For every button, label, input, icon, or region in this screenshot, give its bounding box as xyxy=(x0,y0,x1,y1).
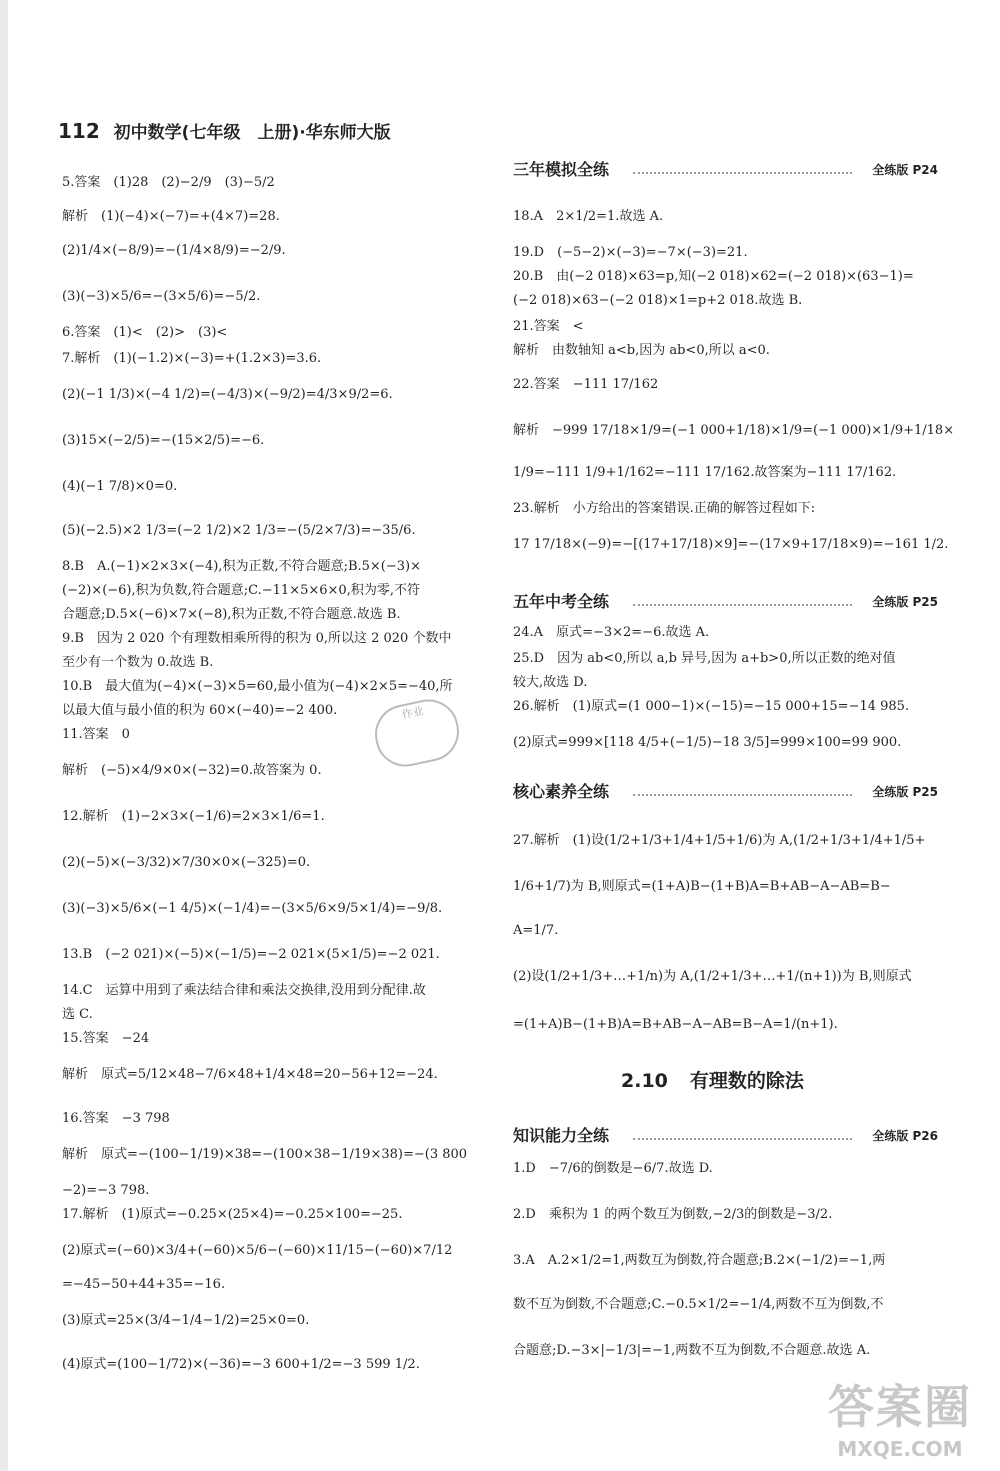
answer-line: 11.答案 0 xyxy=(62,727,130,742)
section-leader xyxy=(633,172,852,174)
answer-line: 1/6+1/7)为 B,则原式=(1+A)B−(1+B)A=B+AB−A−AB=B− xyxy=(513,879,891,894)
answer-line: 合题意;D.5×(−6)×7×(−8),积为正数,不符合题意.故选 B. xyxy=(62,607,401,622)
answer-line: 27.解析 (1)设(1/2+1/3+1/4+1/5+1/6)为 A,(1/2+1/3+1/4+1/5+ xyxy=(513,833,926,848)
answer-line: 17 17/18×(−9)=−[(17+17/18)×9]=−(17×9+17/18×9)=−161 1/2. xyxy=(513,537,949,552)
answer-line: 合题意;D.−3×|−1/3|=−1,两数不互为倒数,不合题意.故选 A. xyxy=(513,1343,871,1358)
section-heading xyxy=(513,162,938,178)
answer-line: 20.B 由(−2 018)×63=p,知(−2 018)×62=(−2 018)×(63−1)= xyxy=(513,269,914,284)
chapter-heading xyxy=(621,1072,826,1091)
answer-line: 9.B 因为 2 020 个有理数相乘所得的积为 0,所以这 2 020 个数中 xyxy=(62,631,452,646)
answer-line: 解析 (1)(−4)×(−7)=+(4×7)=28. xyxy=(62,209,280,224)
watermark-main: 答案圈 xyxy=(828,1380,972,1434)
answer-line: 14.C 运算中用到了乘法结合律和乘法交换律,没用到分配律.故 xyxy=(62,983,426,998)
answer-line: 较大,故选 D. xyxy=(513,675,588,690)
answer-line: 25.D 因为 ab<0,所以 a,b 异号,因为 a+b>0,所以正数的绝对值 xyxy=(513,651,896,666)
answer-line: (4)原式=(100−1/72)×(−36)=−3 600+1/2=−3 599 1/2. xyxy=(62,1357,420,1372)
section-leader xyxy=(633,1138,852,1140)
answer-line: 以最大值与最小值的积为 60×(−40)=−2 400. xyxy=(62,703,338,718)
page-header xyxy=(58,118,391,143)
answer-line: 15.答案 −24 xyxy=(62,1031,150,1046)
section-heading xyxy=(513,594,938,610)
answer-line: 解析 原式=5/12×48−7/6×48+1/4×48=20−56+12=−24. xyxy=(62,1067,438,1082)
section-leader xyxy=(633,604,852,606)
answer-line: 1/9=−111 1/9+1/162=−111 17/162.故答案为−111 17/162. xyxy=(513,465,897,480)
answer-line: 至少有一个数为 0.故选 B. xyxy=(62,655,214,670)
answer-line: 解析 原式=−(100−1/19)×38=−(100×38−1/19×38)=−(3 800 xyxy=(62,1147,468,1162)
section-ref: 全练版 P24 xyxy=(872,163,938,177)
answer-line: =−45−50+44+35=−16. xyxy=(62,1277,226,1292)
stamp-label: 作业 xyxy=(400,704,425,722)
answer-line: (2)(−5)×(−3/32)×7/30×0×(−325)=0. xyxy=(62,855,311,870)
answer-line: 解析 由数轴知 a<b,因为 ab<0,所以 a<0. xyxy=(513,343,770,358)
answer-line: 解析 −999 17/18×1/9=(−1 000+1/18)×1/9=(−1 000)×1/9+1/18× xyxy=(513,423,955,438)
answer-line: (2)原式=999×[118 4/5+(−1/5)−18 3/5]=999×100=99 900. xyxy=(513,735,902,750)
answer-line: 1.D −7/6的倒数是−6/7.故选 D. xyxy=(513,1161,713,1176)
answer-line: 19.D (−5−2)×(−3)=−7×(−3)=21. xyxy=(513,245,748,260)
section-ref: 全练版 P26 xyxy=(872,1129,938,1143)
answer-line: 6.答案 (1)< (2)> (3)< xyxy=(62,325,228,340)
watermark-logo xyxy=(828,1371,972,1461)
section-leader xyxy=(633,794,852,796)
answer-line: 22.答案 −111 17/162 xyxy=(513,377,659,392)
answer-line: (3)原式=25×(3/4−1/4−1/2)=25×0=0. xyxy=(62,1313,310,1328)
answer-line: (3)15×(−2/5)=−(15×2/5)=−6. xyxy=(62,433,265,448)
answer-line: 选 C. xyxy=(62,1007,93,1022)
answer-line: (2)(−1 1/3)×(−4 1/2)=(−4/3)×(−9/2)=4/3×9/2=6. xyxy=(62,387,393,402)
answer-line: (−2 018)×63−(−2 018)×1=p+2 018.故选 B. xyxy=(513,293,803,308)
answer-line: 数不互为倒数,不合题意;C.−0.5×1/2=−1/4,两数不互为倒数,不 xyxy=(513,1297,884,1312)
answer-line: 13.B (−2 021)×(−5)×(−1/5)=−2 021×(5×1/5)=−2 021. xyxy=(62,947,440,962)
watermark-site: MXQE.COM xyxy=(837,1437,963,1461)
answer-line: =(1+A)B−(1+B)A=B+AB−A−AB=B−A=1/(n+1). xyxy=(513,1017,838,1032)
section-ref: 全练版 P25 xyxy=(872,785,938,799)
page-edge xyxy=(0,0,8,1471)
answer-line: 26.解析 (1)原式=(1 000−1)×(−15)=−15 000+15=−14 985. xyxy=(513,699,910,714)
section-title: 核心素养全练 xyxy=(513,782,615,801)
answer-line: 16.答案 −3 798 xyxy=(62,1111,170,1126)
answer-line: 18.A 2×1/2=1.故选 A. xyxy=(513,209,664,224)
answer-line: 12.解析 (1)−2×3×(−1/6)=2×3×1/6=1. xyxy=(62,809,325,824)
section-ref: 全练版 P25 xyxy=(872,595,938,609)
answer-line: 21.答案 < xyxy=(513,319,584,334)
answer-line: 2.D 乘积为 1 的两个数互为倒数,−2/3的倒数是−3/2. xyxy=(513,1207,833,1222)
answer-line: (5)(−2.5)×2 1/3=(−2 1/2)×2 1/3=−(5/2×7/3)=−35/6. xyxy=(62,523,416,538)
answer-line: 5.答案 (1)28 (2)−2/9 (3)−5/2 xyxy=(62,175,275,190)
answer-line: 23.解析 小方给出的答案错误.正确的解答过程如下: xyxy=(513,501,816,516)
answer-line: (2)设(1/2+1/3+…+1/n)为 A,(1/2+1/3+…+1/(n+1))为 B,则原式 xyxy=(513,969,912,984)
book-title: 初中数学(七年级 上册)·华东师大版 xyxy=(113,123,391,143)
chapter-number: 2.10 xyxy=(621,1070,668,1092)
chapter-title: 有理数的除法 xyxy=(689,1070,804,1092)
section-title: 三年模拟全练 xyxy=(513,160,615,179)
answer-line: 17.解析 (1)原式=−0.25×(25×4)=−0.25×100=−25. xyxy=(62,1207,403,1222)
page-number: 112 xyxy=(58,119,100,143)
section-heading xyxy=(513,1128,938,1144)
answer-line: 24.A 原式=−3×2=−6.故选 A. xyxy=(513,625,710,640)
section-heading xyxy=(513,784,938,800)
answer-line: A=1/7. xyxy=(513,923,559,938)
answer-line: 8.B A.(−1)×2×3×(−4),积为正数,不符合题意;B.5×(−3)× xyxy=(62,559,422,574)
section-title: 知识能力全练 xyxy=(513,1126,615,1145)
answer-line: (−2)×(−6),积为负数,符合题意;C.−11×5×6×0,积为零,不符 xyxy=(62,583,420,598)
answer-line: −2)=−3 798. xyxy=(62,1183,150,1198)
answer-line: (3)(−3)×5/6=−(3×5/6)=−5/2. xyxy=(62,289,261,304)
answer-line: (2)原式=(−60)×3/4+(−60)×5/6−(−60)×11/15−(−60)×7/12 xyxy=(62,1243,453,1258)
answer-line: 3.A A.2×1/2=1,两数互为倒数,符合题意;B.2×(−1/2)=−1,两 xyxy=(513,1253,886,1268)
answer-line: (4)(−1 7/8)×0=0. xyxy=(62,479,178,494)
answer-line: 10.B 最大值为(−4)×(−3)×5=60,最小值为(−4)×2×5=−40,所 xyxy=(62,679,453,694)
answer-line: (3)(−3)×5/6×(−1 4/5)×(−1/4)=−(3×5/6×9/5×1/4)=−9/8. xyxy=(62,901,443,916)
homework-stamp xyxy=(369,694,464,772)
answer-line: 7.解析 (1)(−1.2)×(−3)=+(1.2×3)=3.6. xyxy=(62,351,322,366)
section-title: 五年中考全练 xyxy=(513,592,615,611)
answer-line: 解析 (−5)×4/9×0×(−32)=0.故答案为 0. xyxy=(62,763,322,778)
answer-line: (2)1/4×(−8/9)=−(1/4×8/9)=−2/9. xyxy=(62,243,286,258)
